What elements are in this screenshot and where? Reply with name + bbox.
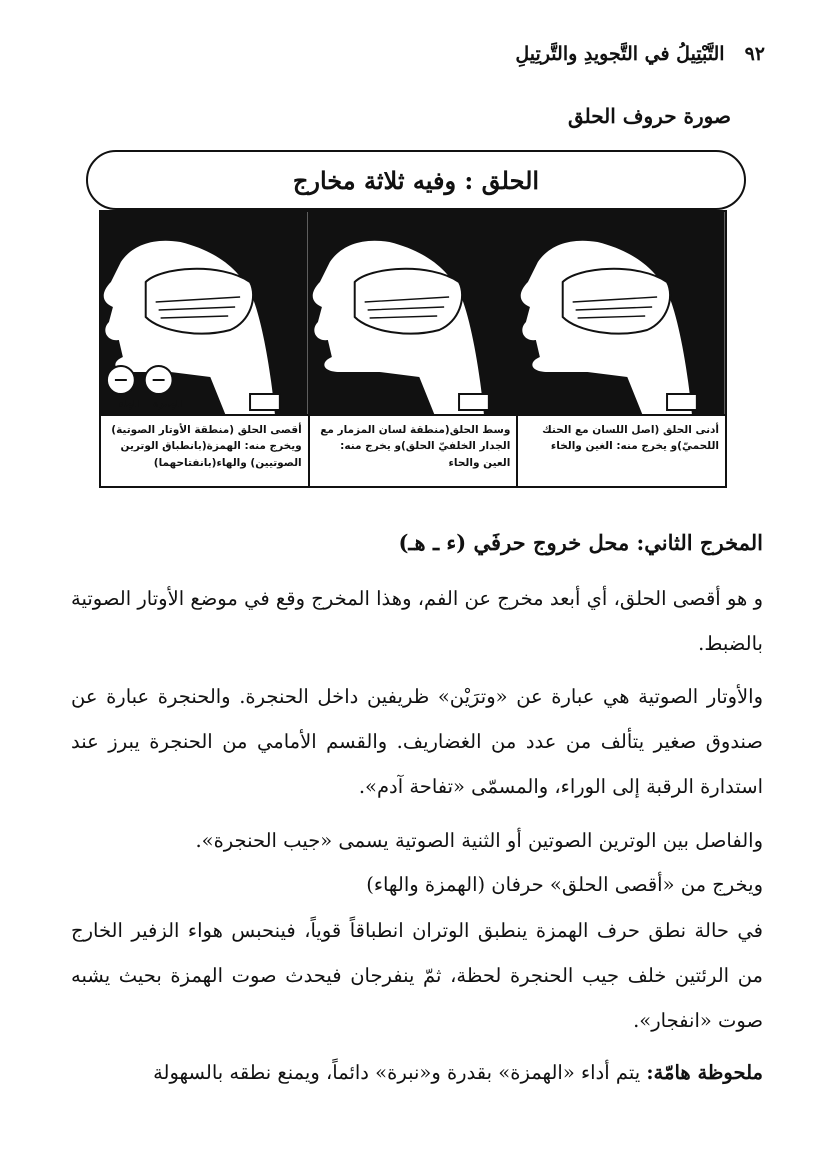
note-text: يتم أداء «الهمزة» بقدرة و«نبرة» دائماً، ويمنع نطقه بالسهولة (153, 1061, 641, 1084)
panel-deepest-throat (99, 210, 310, 488)
paragraph-3: والفاصل بين الوترين الصوتين أو الثنية الصوتية يسمى «جيب الحنجرة». (195, 829, 763, 852)
throat-illustration-3 (518, 212, 725, 416)
label-hamza: الهمزة (153, 400, 183, 410)
panel-caption-3: أدنى الحلق (اصل اللسان مع الحنك اللحميّ)و يخرج منه: الغين والخاء (542, 424, 720, 453)
panel-caption-2: وسط الحلق(منطقة لسان المزمار مع الجدار الخلفيّ الحلق)و يخرج منه: العين والحاء (320, 424, 511, 469)
note-paragraph (71, 1050, 763, 1095)
throat-illustration-1 (101, 212, 308, 416)
page-header (265, 34, 765, 74)
paragraph-5: في حالة نطق حرف الهمزة ينطبق الوتران انطباقاً قوياً، فينحبس هواء الزفير الخارج من الرئتين خلف جيب الحنجرة لحظة، ثمّ ينفرجان فيحدث صوت الهمزة بحيث يشبه صوت «انفجار». (71, 919, 763, 1032)
figure-panels (101, 210, 727, 488)
paragraph-2: والأوتار الصوتية هي عبارة عن «وترَيْن» ظريفين داخل الحنجرة. والحنجرة عبارة عن صندوق صغير يتألف من عدد من الغضاريف. والقسم الأمامي من الحنجرة يبرز عند استدارة الرقبة إلى الوراء، والمسمّى «تفاحة آدم». (71, 685, 763, 798)
panel-nearest-throat (516, 210, 727, 488)
section-title: صورة حروف الحلق (567, 104, 731, 128)
paragraph-1: و هو أقصى الحلق، أي أبعد مخرج عن الفم، وهذا المخرج وقع في موضع الأوتار الصوتية بالضبط. (71, 587, 763, 655)
note-label: ملحوظة هامّة: (646, 1061, 763, 1084)
subheading: المخرج الثاني: محل خروج حرفَي (ء ـ هـ) (398, 530, 763, 555)
book-title: التَّبْتِيلُ في التَّجويدِ والتَّرتِيلِ (515, 43, 725, 65)
figure-banner: الحلق : وفيه ثلاثة مخارج (86, 150, 746, 210)
panel-middle-throat (308, 210, 519, 488)
panel-caption-1: أقصى الحلق (منطقة الأوتار الصوتية) ويخرج منه: الهمزة(بانطباق الوترين الصوتيين) والهاء(بانفتاحهما) (111, 424, 302, 469)
label-ha: الهاء (119, 400, 140, 410)
paragraph-4: ويخرج من «أقصى الحلق» حرفان (الهمزة والهاء) (366, 873, 763, 896)
throat-figure (84, 148, 752, 488)
throat-illustration-2 (310, 212, 517, 416)
page-number: ٩٢ (744, 43, 765, 65)
